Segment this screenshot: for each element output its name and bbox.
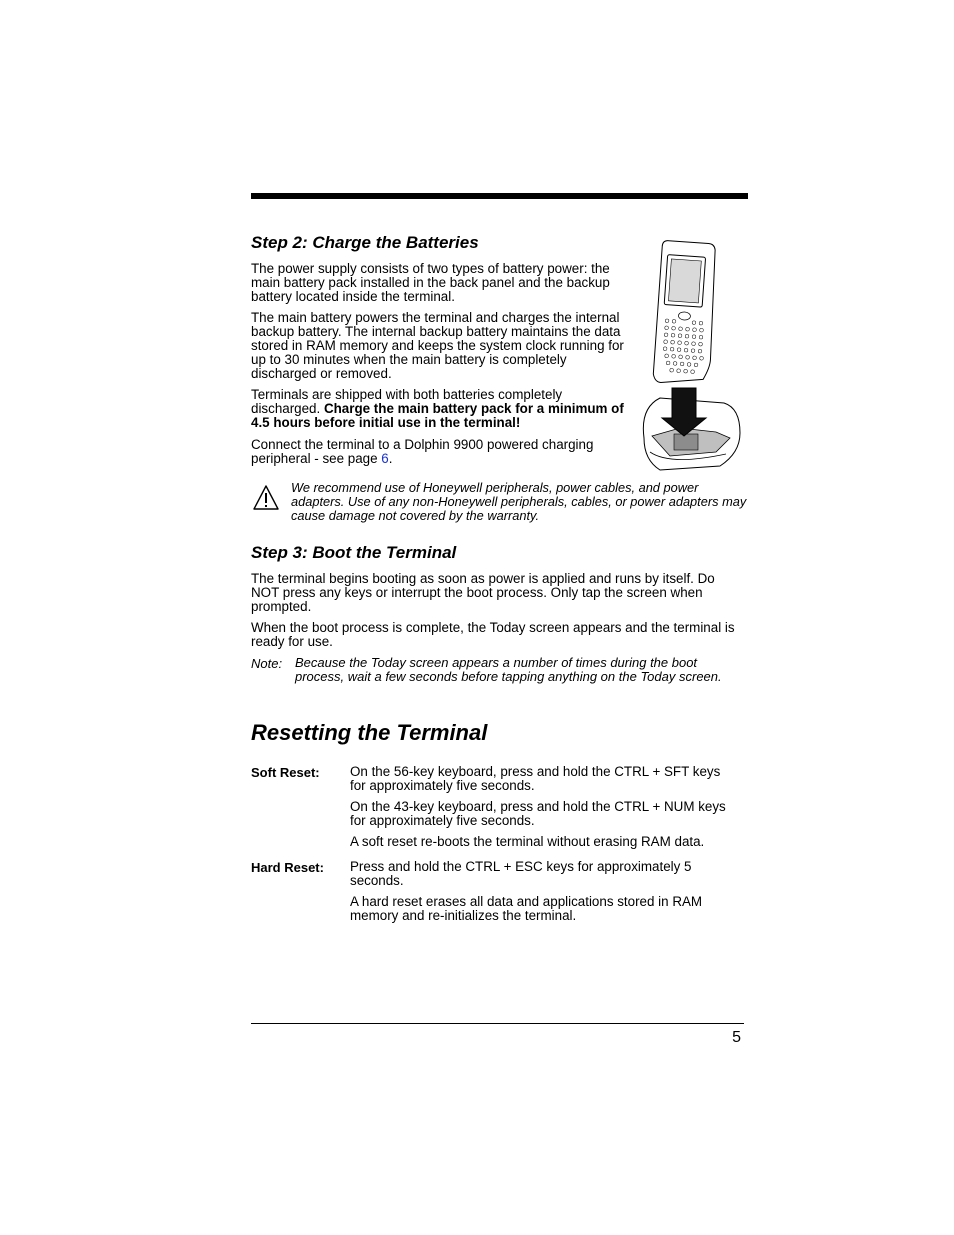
step3-paragraph-booting: The terminal begins booting as soon as power is applied and runs by itself. Do NOT press any keys or interrupt the boot process. Only tap the screen when prompted. bbox=[251, 571, 715, 614]
step3-paragraph-complete: When the boot process is complete, the Today screen appears and the terminal is ready for use. bbox=[251, 620, 735, 649]
step2-connect-period: . bbox=[388, 451, 393, 466]
step2-paragraph-power-supply: The power supply consists of two types of battery power: the main battery pack installed in the back panel and the backup battery located inside the terminal. bbox=[251, 261, 610, 304]
hard-reset-description: A hard reset erases all data and applications stored in RAM memory and re-initializes the terminal. bbox=[350, 894, 703, 923]
note-text: Because the Today screen appears a number of times during the boot process, wait a few seconds before tapping anything on the Today screen. bbox=[295, 655, 722, 684]
reset-heading: Resetting the Terminal bbox=[251, 720, 488, 745]
step3-heading: Step 3: Boot the Terminal bbox=[251, 543, 457, 562]
header-rule bbox=[251, 193, 748, 199]
hard-reset-label: Hard Reset: bbox=[251, 860, 324, 875]
step2-connect-text: Connect the terminal to a Dolphin 9900 powered charging peripheral - see page bbox=[251, 437, 594, 466]
step2-paragraph-main-battery: The main battery powers the terminal and charges the internal backup battery. The internal backup battery maintains the data stored in RAM memory and keeps the system clock running for up to 30 minutes when the main battery is completely discharged or removed. bbox=[251, 310, 624, 381]
terminal-in-cradle-illustration bbox=[640, 238, 744, 482]
soft-reset-43-key: On the 43-key keyboard, press and hold the CTRL + NUM keys for approximately five seconds. bbox=[350, 799, 726, 828]
soft-reset-description: A soft reset re-boots the terminal without erasing RAM data. bbox=[350, 834, 705, 849]
step2-heading: Step 2: Charge the Batteries bbox=[251, 233, 479, 252]
page-number: 5 bbox=[732, 1029, 741, 1046]
footer-rule bbox=[251, 1023, 744, 1024]
caution-triangle-icon bbox=[252, 484, 280, 512]
soft-reset-56-key: On the 56-key keyboard, press and hold the CTRL + SFT keys for approximately five seconds. bbox=[350, 764, 721, 793]
note-label: Note: bbox=[251, 656, 283, 671]
soft-reset-label: Soft Reset: bbox=[251, 765, 320, 780]
caution-text: We recommend use of Honeywell peripherals, power cables, and power adapters. Use of any non-Honeywell peripherals, cables, or power adapters may cause damage not covered by the warranty. bbox=[291, 480, 747, 523]
page-6-link[interactable]: 6 bbox=[381, 451, 389, 466]
step2-charge-warning: Charge the main battery pack for a minimum of 4.5 hours before initial use in the terminal! bbox=[251, 401, 624, 430]
step2-paragraph-connect bbox=[251, 438, 631, 466]
hard-reset-instructions: Press and hold the CTRL + ESC keys for approximately 5 seconds. bbox=[350, 859, 692, 888]
step2-paragraph-shipped bbox=[251, 388, 631, 430]
step2-shipped-text: Terminals are shipped with both batteries completely discharged. bbox=[251, 387, 563, 416]
